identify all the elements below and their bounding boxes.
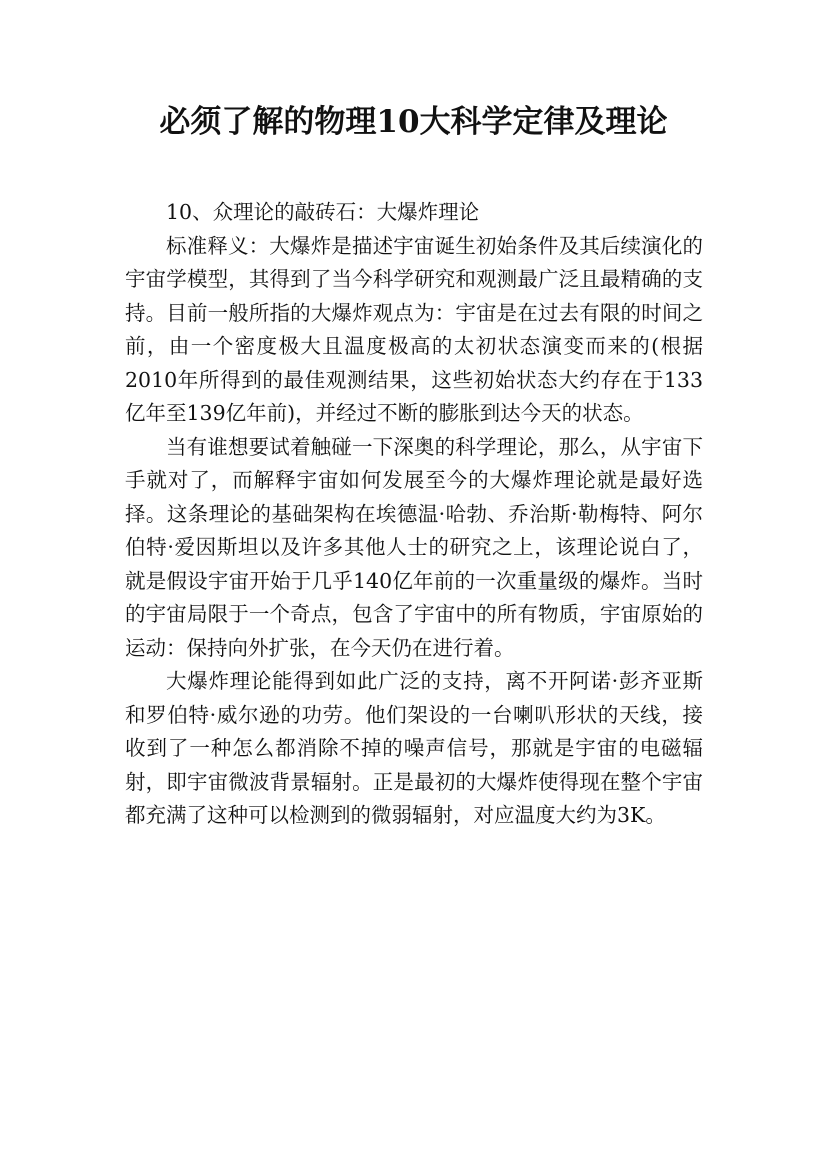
- section-heading: 10、众理论的敲砖石：大爆炸理论: [166, 200, 480, 224]
- document-title: 必须了解的物理10大科学定律及理论: [159, 104, 668, 140]
- paragraph-explanation: 当有谁想要试着触碰一下深奥的科学理论，那么，从宇宙下手就对了，而解释宇宙如何发展至今的大爆炸理论就是最好选择。这条理论的基础架构在埃德温·哈勃、乔治斯·勒梅特、阿尔伯特·爱因斯坦以及许多其他人士的研究之上，该理论说白了，就是假设宇宙开始于几乎140亿年前的一次重量级的爆炸。当时的宇宙局限于一个奇点，包含了宇宙中的所有物质，宇宙原始的运动：保持向外扩张，在今天仍在进行着。: [125, 434, 703, 660]
- document-body: [125, 196, 703, 833]
- paragraph-definition: 标准释义：大爆炸是描述宇宙诞生初始条件及其后续演化的宇宙学模型，其得到了当今科学研究和观测最广泛且最精确的支持。目前一般所指的大爆炸观点为：宇宙是在过去有限的时间之前，由一个密度极大且温度极高的太初状态演变而来的(根据2010年所得到的最佳观测结果，这些初始状态大约存在于133亿年至139亿年前)，并经过不断的膨胀到达今天的状态。: [125, 233, 703, 425]
- paragraph-evidence: 大爆炸理论能得到如此广泛的支持，离不开阿诺·彭齐亚斯和罗伯特·威尔逊的功劳。他们架设的一台喇叭形状的天线，接收到了一种怎么都消除不掉的噪声信号，那就是宇宙的电磁辐射，即宇宙微波背景辐射。正是最初的大爆炸使得现在整个宇宙都充满了这种可以检测到的微弱辐射，对应温度大约为3K。: [125, 669, 703, 827]
